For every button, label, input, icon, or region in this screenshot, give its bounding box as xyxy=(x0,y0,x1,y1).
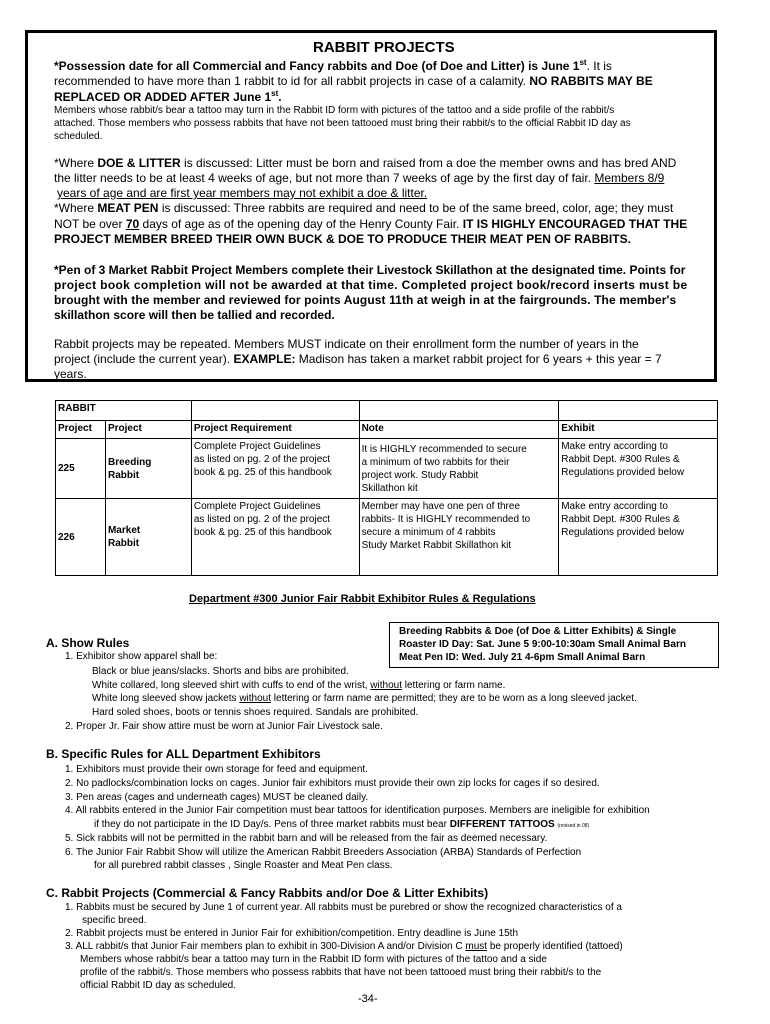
section-b-line-1: 1. Exhibitors must provide their own storage for feed and equipment. xyxy=(65,764,368,775)
repeat-line-2 xyxy=(54,353,662,365)
mp-c: is discussed: Three rabbits are required and need to be of the same breed, color, age; they must xyxy=(161,201,674,215)
section-c-line-3: 2. Rabbit projects must be entered in Junior Fair for exhibition/competition. Entry deadline is June 15th xyxy=(65,928,519,939)
a4-b: without xyxy=(239,693,271,704)
page-number: -34- xyxy=(358,993,378,1005)
mp-b: MEAT PEN xyxy=(97,201,159,215)
possession-rest: . It is xyxy=(586,59,612,73)
id-day-line-2: Roaster ID Day: Sat. June 5 9:00-10:30am Small Animal Barn xyxy=(399,639,686,650)
caption-empty-2 xyxy=(359,401,559,421)
section-b-line-4: 4. All rabbits entered in the Junior Fair competition must bear tattoos for identification purposes. Members are ineligible for exhibition xyxy=(65,805,650,816)
section-a-line-2: Black or blue jeans/slacks. Shorts and bibs are prohibited. xyxy=(92,666,349,677)
rabbit-project-table xyxy=(55,400,718,576)
b5-b: DIFFERENT TATTOOS xyxy=(449,819,555,830)
req-l2: as listed on pg. 2 of the project xyxy=(193,514,331,525)
a4-a: White long sleeved show jackets xyxy=(92,693,237,704)
sup-st-2: st xyxy=(271,89,279,98)
possession-line-2a: recommended to have more than 1 rabbit to id for all rabbit projects in case of a calamity. xyxy=(54,74,527,88)
project-name-l2: Rabbit xyxy=(107,469,140,481)
sup-st: st xyxy=(579,58,587,67)
possession-line-2b: NO RABBITS MAY BE xyxy=(529,74,653,88)
mp2-c: days of age as of the opening day of the Henry County Fair. xyxy=(142,217,460,231)
project-name-l2: Rabbit xyxy=(107,538,140,549)
pen3-line-1: *Pen of 3 Market Rabbit Project Members complete their Livestock Skillathon at the designated time. Points for xyxy=(54,263,686,277)
possession-line-1 xyxy=(54,59,612,72)
section-c-line-4 xyxy=(65,942,623,952)
a4-c: lettering or farm name are permitted; they are to be worn as a long sleeved jacket. xyxy=(273,693,637,704)
rp-a: project (include the current year). xyxy=(54,352,231,366)
exh-l2: Rabbit Dept. #300 Rules & xyxy=(561,454,680,465)
project-note xyxy=(359,499,559,576)
a3-b: without xyxy=(370,680,402,691)
possession-line-2 xyxy=(54,75,653,87)
repeat-line-1: Rabbit projects may be repeated. Members MUST indicate on their enrollment form the number of years in the xyxy=(54,337,639,351)
project-name-l1: Market xyxy=(107,525,141,536)
section-b-line-3: 3. Pen areas (cages and underneath cages) MUST be cleaned daily. xyxy=(65,792,369,803)
mp2-b: 70 xyxy=(125,217,140,231)
b5-a: if they do not participate in the ID Day/s. Pens of three market rabbits must bear xyxy=(94,819,447,830)
exh-l1: Make entry according to xyxy=(561,441,668,452)
table-caption-row xyxy=(56,401,718,421)
project-exhibit xyxy=(559,499,718,576)
possession-line-3-end: . xyxy=(278,90,282,104)
project-requirement xyxy=(191,439,359,499)
req-l1: Complete Project Guidelines xyxy=(193,441,321,452)
project-number: 225 xyxy=(56,439,106,499)
section-c-line-1: 1. Rabbits must be secured by June 1 of current year. All rabbits must be purebred or show the recognized characteristics of a xyxy=(65,902,622,913)
note-l2: a minimum of two rabbits for their xyxy=(361,457,510,468)
project-exhibit xyxy=(559,439,718,499)
header-requirement: Project Requirement xyxy=(191,421,359,439)
caption-empty-3 xyxy=(559,401,718,421)
section-b-line-5 xyxy=(94,820,589,830)
rp-c: Madison has taken a market rabbit project for 6 years + this year = 7 xyxy=(298,352,662,366)
doe-litter-line-2 xyxy=(54,172,664,184)
doe-litter-line-1 xyxy=(54,157,676,169)
project-name xyxy=(105,439,191,499)
pen3-line-2: project book completion will not be awarded at that time. Completed project book/record inserts must be xyxy=(54,278,688,292)
meat-pen-line-1 xyxy=(54,202,673,214)
table-row xyxy=(56,439,718,499)
section-a-line-5: Hard soled shoes, boots or tennis shoes required. Sandals are prohibited. xyxy=(92,707,419,718)
exh-l3: Regulations provided below xyxy=(561,527,685,538)
header-note: Note xyxy=(359,421,559,439)
note-l2: rabbits- It is HIGHLY recommended to xyxy=(361,514,531,525)
section-c-line-2: specific breed. xyxy=(82,915,147,926)
section-b-heading: B. Specific Rules for ALL Department Exhibitors xyxy=(46,747,321,761)
a3-a: White collared, long sleeved shirt with cuffs to end of the wrist, xyxy=(92,680,368,691)
req-l1: Complete Project Guidelines xyxy=(193,501,321,512)
note-l4: Skillathon kit xyxy=(361,483,418,494)
note-l3: project work. Study Rabbit xyxy=(361,470,479,481)
header-exhibit: Exhibit xyxy=(559,421,718,439)
table-row xyxy=(56,499,718,576)
a3-c: lettering or farm name. xyxy=(404,680,506,691)
rp-b: EXAMPLE: xyxy=(233,352,296,366)
section-a-line-6: 2. Proper Jr. Fair show attire must be worn at Junior Fair Livestock sale. xyxy=(65,721,383,732)
exh-l3: Regulations provided below xyxy=(561,467,685,478)
pen3-line-4: skillathon score will then be tallied and recorded. xyxy=(54,308,335,322)
dl2-a: the litter needs to be at least 4 weeks of age, but not more than 7 weeks of age by the first day of fair. xyxy=(54,171,591,185)
c4-a: 3. ALL rabbit/s that Junior Fair members plan to exhibit in 300-Division A and/or Division C xyxy=(65,941,463,952)
dl2-b: Members 8/9 xyxy=(594,171,665,185)
project-name-l1: Breeding xyxy=(107,456,152,468)
section-a-line-3 xyxy=(92,681,505,691)
caption-spacer xyxy=(105,401,191,421)
meat-pen-line-2 xyxy=(54,218,687,230)
section-a-line-4 xyxy=(92,694,637,704)
project-note xyxy=(359,439,559,499)
section-b-line-2: 2. No padlocks/combination locks on cages. Junior fair exhibitors must provide their own zip locks for cages if so desired. xyxy=(65,778,600,789)
doe-litter-line-3: years of age and are first year members may not exhibit a doe & litter. xyxy=(57,186,428,200)
exh-l2: Rabbit Dept. #300 Rules & xyxy=(561,514,680,525)
page-title: RABBIT PROJECTS xyxy=(313,39,455,56)
req-l3: book & pg. 25 of this handbook xyxy=(193,467,332,478)
section-c-line-6: profile of the rabbit/s. Those members who possess rabbits that have not been tattooed must bring their rabbit/s to the xyxy=(80,967,602,978)
mp2-d: IT IS HIGHLY ENCOURAGED THAT THE xyxy=(462,217,688,231)
pen3-line-3: brought with the member and reviewed for points August 11th at weigh in at the fairgrounds. The member's xyxy=(54,293,677,307)
department-title: Department #300 Junior Fair Rabbit Exhibitor Rules & Regulations xyxy=(189,593,536,605)
tattoo-line-2: attached. Those members who possess rabbits that have not been tattooed must bring their rabbit/s to the official Rabbit ID day as xyxy=(54,118,631,129)
project-number: 226 xyxy=(56,499,106,576)
note-l4: Study Market Rabbit Skillathon kit xyxy=(361,540,512,551)
table-caption: RABBIT xyxy=(56,401,106,421)
section-c-heading: C. Rabbit Projects (Commercial & Fancy Rabbits and/or Doe & Litter Exhibits) xyxy=(46,886,489,900)
tattoo-line-1: Members whose rabbit/s bear a tattoo may turn in the Rabbit ID form with pictures of the tattoo and a side profile of the rabbit/s xyxy=(54,105,615,116)
mp2-a: NOT be over xyxy=(54,217,123,231)
c4-b: must xyxy=(465,941,488,952)
dl-b: DOE & LITTER xyxy=(97,156,181,170)
note-l3: secure a minimum of 4 rabbits xyxy=(361,527,496,538)
tattoo-line-3: scheduled. xyxy=(54,131,103,142)
dl-a: *Where xyxy=(54,156,95,170)
note-l1: Member may have one pen of three xyxy=(361,501,521,512)
section-c-line-7: official Rabbit ID day as scheduled. xyxy=(80,980,237,991)
mp-a: *Where xyxy=(54,201,95,215)
header-project-num: Project xyxy=(56,421,106,439)
project-requirement xyxy=(191,499,359,576)
table-header-row xyxy=(56,421,718,439)
b5-c: (revised in 08) xyxy=(557,823,590,829)
id-day-line-3: Meat Pen ID: Wed. July 21 4-6pm Small Animal Barn xyxy=(399,652,646,663)
meat-pen-line-3: PROJECT MEMBER BREED THEIR OWN BUCK & DOE TO PRODUCE THEIR MEAT PEN OF RABBITS. xyxy=(54,232,631,246)
req-l3: book & pg. 25 of this handbook xyxy=(193,527,332,538)
section-b-line-7: 6. The Junior Fair Rabbit Show will utilize the American Rabbit Breeders Association (ARBA) Standards of Perfection xyxy=(65,847,582,858)
caption-empty-1 xyxy=(191,401,359,421)
note-l1: It is HIGHLY recommended to secure xyxy=(361,444,527,455)
section-b-line-6: 5. Sick rabbits will not be permitted in the rabbit barn and will be released from the fair as deemed necessary. xyxy=(65,833,548,844)
id-day-line-1: Breeding Rabbits & Doe (of Doe & Litter Exhibits) & Single xyxy=(399,626,677,637)
section-a-heading: A. Show Rules xyxy=(46,636,130,650)
repeat-line-3: years. xyxy=(54,367,87,381)
possession-line-3a: REPLACED OR ADDED AFTER June 1 xyxy=(54,90,272,104)
section-b-line-8: for all purebred rabbit classes , Single Roaster and Meat Pen class. xyxy=(94,860,393,871)
c4-c: be properly identified (tattoed) xyxy=(489,941,623,952)
exh-l1: Make entry according to xyxy=(561,501,668,512)
header-project: Project xyxy=(105,421,191,439)
project-name xyxy=(105,499,191,576)
req-l2: as listed on pg. 2 of the project xyxy=(193,454,331,465)
dl-c: is discussed: Litter must be born and raised from a doe the member owns and has bred AND xyxy=(184,156,677,170)
possession-bold: *Possession date for all Commercial and Fancy rabbits and Doe (of Doe and Litter) is June 1 xyxy=(54,59,580,73)
section-a-line-1: 1. Exhibitor show apparel shall be: xyxy=(65,651,218,662)
section-c-line-5: Members whose rabbit/s bear a tattoo may turn in the Rabbit ID form with pictures of the tattoo and a side xyxy=(80,954,547,965)
possession-line-3 xyxy=(54,90,282,103)
